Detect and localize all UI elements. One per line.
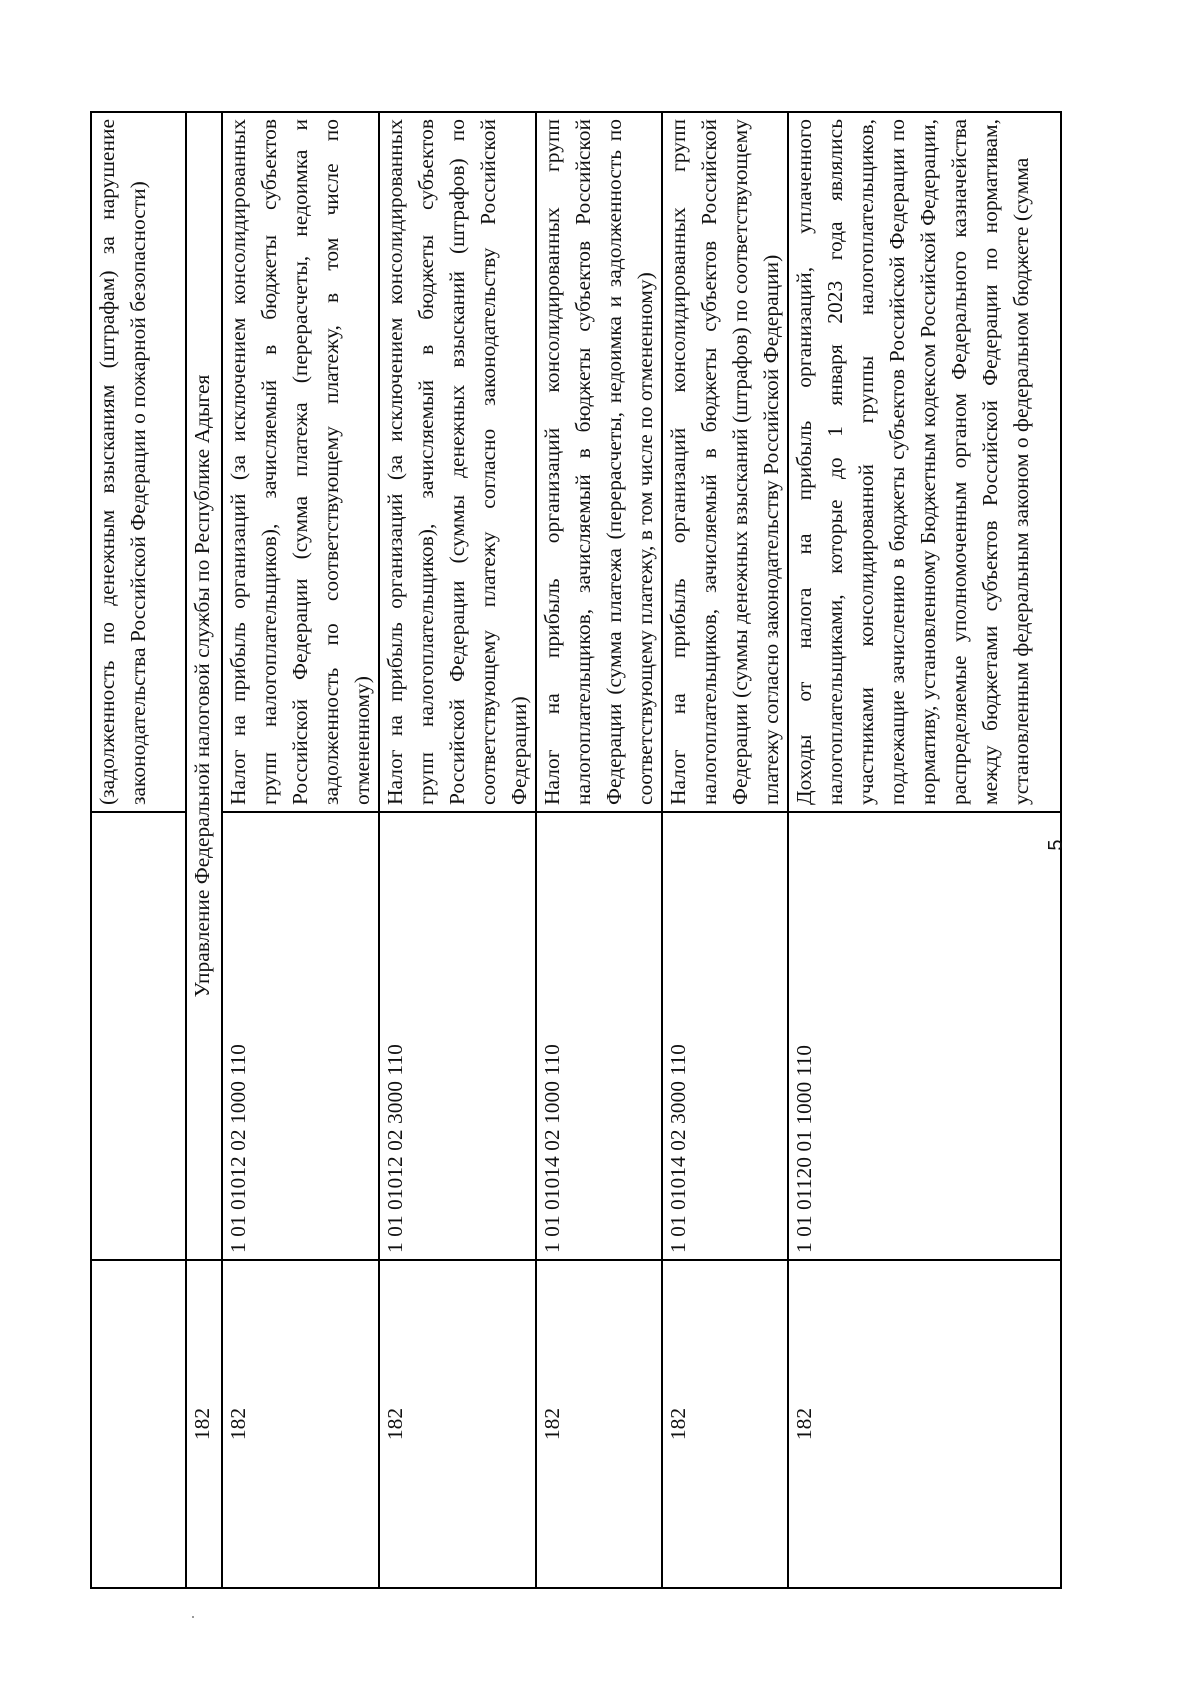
budget-code-cell: 1 01 01014 02 3000 110: [662, 812, 788, 1260]
table-row-section-header: [186, 112, 222, 1588]
table-row-continuation: [91, 112, 186, 1588]
section-header-title: Управление Федеральной налоговой службы по Республике Адыгея: [186, 112, 222, 1260]
admin-code-cell: 182: [788, 1260, 1061, 1588]
admin-code-cell: 182: [662, 1260, 788, 1588]
admin-code-cell: 182: [536, 1260, 662, 1588]
budget-code-cell: 1 01 01014 02 1000 110: [536, 812, 662, 1260]
admin-code-cell: 182: [379, 1260, 536, 1588]
scan-speck: [192, 1616, 194, 1618]
description-cell: Доходы от налога на прибыль организаций, уплаченного налогоплательщиками, которые до 1 января 2023 года являлись участниками консолидированной группы налогоплательщиков, подлежащие зачислению в бюджеты субъектов Российской Федерации по нормативу, установленному Бюджетным кодексом Российской Федерации, распределяемые уполномоченным органом Федерального казначейства между бюджетами субъектов Российской Федерации по нормативам, установленным федеральным законом о федеральном бюджете (сумма: [788, 112, 1061, 812]
admin-code-cell: 182: [222, 1260, 379, 1588]
admin-code-cell: 182: [186, 1260, 222, 1588]
table-row: [662, 112, 788, 1588]
description-cell: (задолженность по денежным взысканиям (штрафам) за нарушение законодательства Российской Федерации о пожарной безопасности): [91, 112, 186, 812]
admin-code-cell: [91, 1260, 186, 1588]
revenue-codes-table: [90, 111, 1062, 1589]
table-row: [788, 112, 1061, 1588]
budget-code-cell: 1 01 01012 02 3000 110: [379, 812, 536, 1260]
description-cell: Налог на прибыль организаций (за исключением консолидированных групп налогоплательщиков), зачисляемый в бюджеты субъектов Российской Федерации (суммы денежных взысканий (штрафов) по соответствующему платежу согласно законодательству Российской Федерации): [379, 112, 536, 812]
budget-code-cell: [91, 812, 186, 1260]
description-cell: Налог на прибыль организаций (за исключением консолидированных групп налогоплательщиков), зачисляемый в бюджеты субъектов Российской Федерации (сумма платежа (перерасчеты, недоимка и задолженность по соответствующему платежу, в том числе по отмененному): [222, 112, 379, 812]
rotated-table-container: [90, 113, 1055, 1589]
table-row: [379, 112, 536, 1588]
budget-code-cell: 1 01 01012 02 1000 110: [222, 812, 379, 1260]
budget-code-cell: 1 01 01120 01 1000 110: [788, 812, 1061, 1260]
page-number: 5: [1045, 839, 1067, 851]
description-cell: Налог на прибыль организаций консолидированных групп налогоплательщиков, зачисляемый в бюджеты субъектов Российской Федерации (сумма платежа (перерасчеты, недоимка и задолженность по соответствующему платежу, в том числе по отмененному): [536, 112, 662, 812]
description-cell: Налог на прибыль организаций консолидированных групп налогоплательщиков, зачисляемый в бюджеты субъектов Российской Федерации (суммы денежных взысканий (штрафов) по соответствующему платежу согласно законодательству Российской Федерации): [662, 112, 788, 812]
table-row: [222, 112, 379, 1588]
table-row: [536, 112, 662, 1588]
